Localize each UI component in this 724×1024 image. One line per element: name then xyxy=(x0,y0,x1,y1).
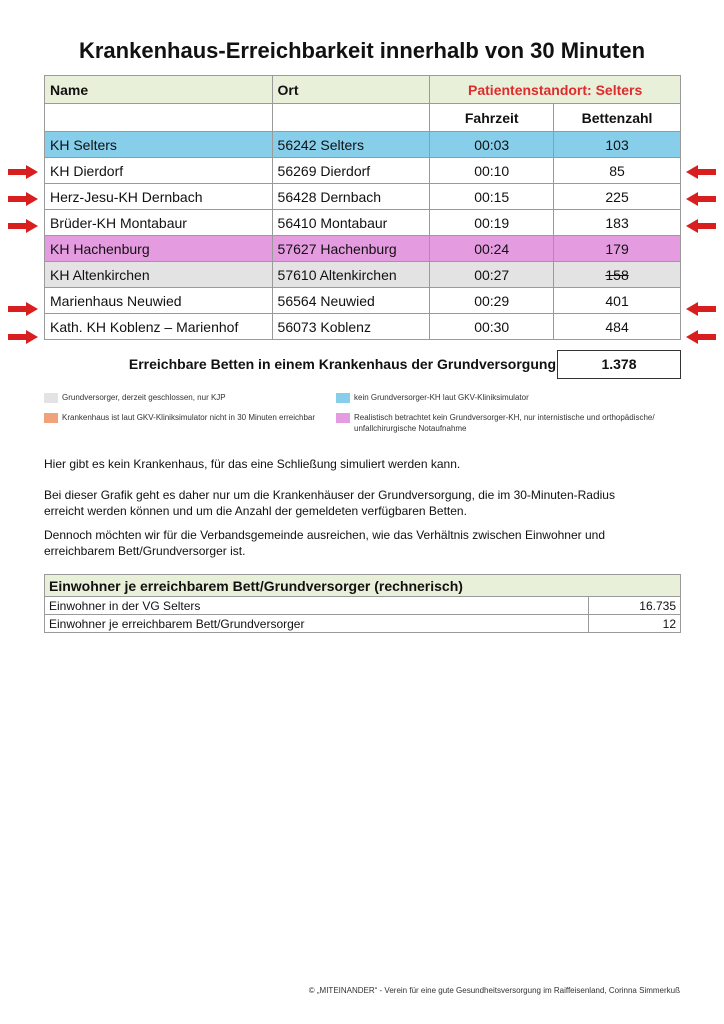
table-row xyxy=(45,597,681,615)
legend-label: Realistisch betrachtet kein Grundversorger-KH, nur internistische und orthopädische/ xyxy=(354,413,655,422)
legend-swatch xyxy=(336,393,350,403)
hospital-fahrzeit: 00:27 xyxy=(430,262,554,288)
summary-label: Erreichbare Betten in einem Krankenhaus der Grundversorgung xyxy=(128,356,556,372)
legend-label: kein Grundversorger-KH laut GKV-Kliniksimulator xyxy=(354,393,529,402)
hospital-ort: 56428 Dernbach xyxy=(272,184,430,210)
hospital-betten: 179 xyxy=(554,236,681,262)
table-row xyxy=(45,262,681,288)
hospital-betten: 484 xyxy=(554,314,681,340)
hospital-fahrzeit: 00:24 xyxy=(430,236,554,262)
arrow-left-icon xyxy=(686,219,716,233)
arrow-right-icon xyxy=(8,330,38,344)
hospital-betten: 401 xyxy=(554,288,681,314)
legend-label: Grundversorger, derzeit geschlossen, nur KJP xyxy=(62,393,226,402)
hospital-fahrzeit: 00:19 xyxy=(430,210,554,236)
col-header-name: Name xyxy=(45,76,273,104)
hospital-name: Brüder-KH Montabaur xyxy=(45,210,273,236)
hospital-fahrzeit: 00:03 xyxy=(430,132,554,158)
table-row xyxy=(45,184,681,210)
hospital-name: Kath. KH Koblenz – Marienhof xyxy=(45,314,273,340)
table-row xyxy=(45,314,681,340)
paragraph-2-line-1: Bei dieser Grafik geht es daher nur um die Krankenhäuser der Grundversorgung, die im 30-Minuten-Radius xyxy=(44,488,615,502)
hospital-betten-struck xyxy=(554,262,681,288)
empty-cell xyxy=(272,104,430,132)
page-title: Krankenhaus-Erreichbarkeit innerhalb von 30 Minuten xyxy=(78,38,646,63)
legend-swatch xyxy=(44,413,58,423)
hospital-table xyxy=(44,75,681,340)
hospital-name: Herz-Jesu-KH Dernbach xyxy=(45,184,273,210)
hospital-betten: 85 xyxy=(554,158,681,184)
paragraph-3-line-2: erreichbarem Bett/Grundversorger ist. xyxy=(44,544,246,558)
footer-copyright: © „MITEINANDER“ - Verein für eine gute Gesundheitsversorgung im Raiffeisenland, Corinna Simmerkuß xyxy=(308,986,680,995)
table-row xyxy=(45,236,681,262)
einwohner-label: Einwohner in der VG Selters xyxy=(45,597,589,615)
hospital-fahrzeit: 00:30 xyxy=(430,314,554,340)
arrow-left-icon xyxy=(686,165,716,179)
arrow-left-icon xyxy=(686,330,716,344)
hospital-name: KH Selters xyxy=(45,132,273,158)
hospital-ort: 57610 Altenkirchen xyxy=(272,262,430,288)
einwohner-per-bed-value: 12 xyxy=(589,615,681,633)
hospital-name: KH Altenkirchen xyxy=(45,262,273,288)
arrow-right-icon xyxy=(8,165,38,179)
table-row xyxy=(45,210,681,236)
hospital-name: KH Hachenburg xyxy=(45,236,273,262)
struck-value: 158 xyxy=(605,266,629,283)
table-header-row xyxy=(45,76,681,104)
arrow-right-icon xyxy=(8,219,38,233)
col-header-ort: Ort xyxy=(272,76,430,104)
paragraph-2-line-2: erreicht werden können und um die Anzahl der gemeldeten verfügbaren Betten. xyxy=(44,504,467,518)
hospital-ort: 57627 Hachenburg xyxy=(272,236,430,262)
hospital-ort: 56269 Dierdorf xyxy=(272,158,430,184)
legend-item-pink xyxy=(336,413,696,437)
table-row xyxy=(45,615,681,633)
einwohner-value: 16.735 xyxy=(589,597,681,615)
einwohner-header-row xyxy=(45,575,681,597)
hospital-betten: 225 xyxy=(554,184,681,210)
summary-row xyxy=(44,349,681,379)
hospital-ort: 56242 Selters xyxy=(272,132,430,158)
legend-label: Krankenhaus ist laut GKV-Kliniksimulator nicht in 30 Minuten erreichbar xyxy=(62,413,316,422)
einwohner-table xyxy=(44,574,681,633)
hospital-fahrzeit: 00:29 xyxy=(430,288,554,314)
arrow-left-icon xyxy=(686,192,716,206)
paragraph-1: Hier gibt es kein Krankenhaus, für das eine Schließung simuliert werden kann. xyxy=(44,457,461,471)
table-row xyxy=(45,288,681,314)
legend-label-cont: unfallchirurgische Notaufnahme xyxy=(354,424,467,433)
empty-cell xyxy=(45,104,273,132)
table-subheader-row xyxy=(45,104,681,132)
hospital-fahrzeit: 00:15 xyxy=(430,184,554,210)
hospital-ort: 56073 Koblenz xyxy=(272,314,430,340)
hospital-betten: 183 xyxy=(554,210,681,236)
einwohner-per-bed-label: Einwohner je erreichbarem Bett/Grundversorger xyxy=(45,615,589,633)
table-row xyxy=(45,132,681,158)
hospital-name: Marienhaus Neuwied xyxy=(45,288,273,314)
col-header-bettenzahl: Bettenzahl xyxy=(554,104,681,132)
arrow-right-icon xyxy=(8,192,38,206)
table-row xyxy=(45,158,681,184)
hospital-fahrzeit: 00:10 xyxy=(430,158,554,184)
col-header-fahrzeit: Fahrzeit xyxy=(430,104,554,132)
legend-swatch xyxy=(336,413,350,423)
summary-value: 1.378 xyxy=(557,350,681,379)
arrow-left-icon xyxy=(686,302,716,316)
einwohner-header: Einwohner je erreichbarem Bett/Grundversorger (rechnerisch) xyxy=(45,575,681,597)
legend-swatch xyxy=(44,393,58,403)
paragraph-3-line-1: Dennoch möchten wir für die Verbandsgemeinde ausreichen, wie das Verhältnis zwischen Einwohner und xyxy=(44,528,605,542)
patient-location-header: Patientenstandort: Selters xyxy=(430,76,681,104)
hospital-betten: 103 xyxy=(554,132,681,158)
hospital-ort: 56564 Neuwied xyxy=(272,288,430,314)
arrow-right-icon xyxy=(8,302,38,316)
hospital-name: KH Dierdorf xyxy=(45,158,273,184)
hospital-ort: 56410 Montabaur xyxy=(272,210,430,236)
